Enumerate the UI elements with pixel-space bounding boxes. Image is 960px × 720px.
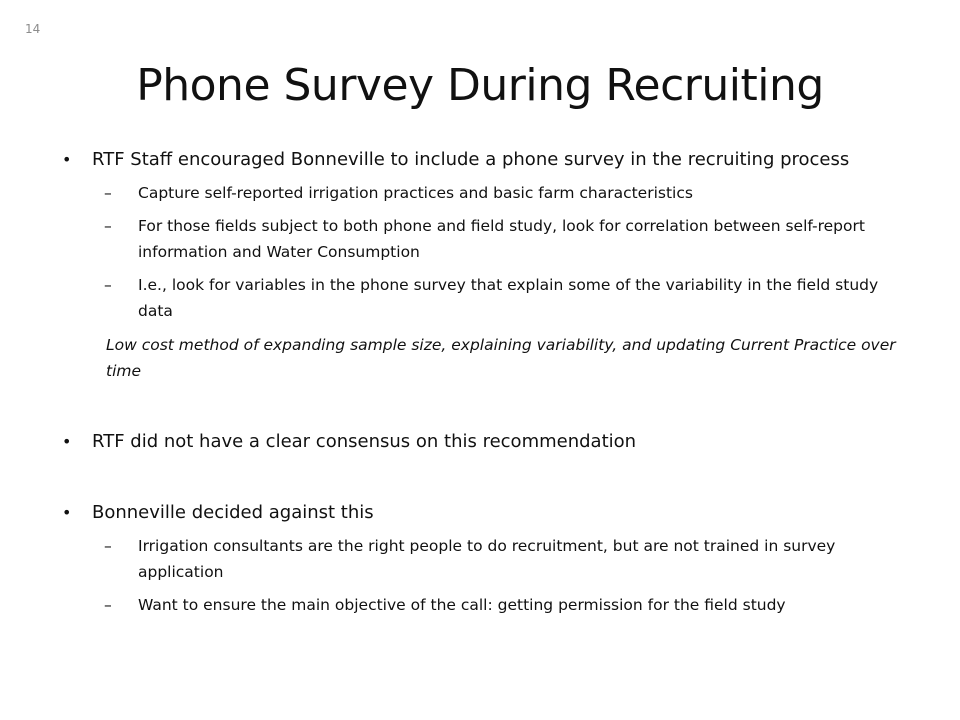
spacer [62, 455, 902, 499]
bullet-icon: • [62, 432, 72, 451]
spacer [62, 384, 902, 428]
italic-note: Low cost method of expanding sample size, explaining variability, and updating Current Practice over time [106, 336, 896, 380]
slide-number: 14 [25, 22, 41, 36]
dash-icon: – [104, 596, 112, 614]
dash-icon: – [104, 217, 112, 235]
bullet-text: RTF Staff encouraged Bonneville to include a phone survey in the recruiting process [92, 149, 850, 170]
sub-bullet-item [62, 213, 902, 265]
dash-icon: – [104, 537, 112, 555]
sub-bullet-text: Irrigation consultants are the right people to do recruitment, but are not trained in survey application [138, 537, 836, 581]
slide-content [62, 146, 902, 618]
bullet-text: RTF did not have a clear consensus on this recommendation [92, 431, 637, 452]
bullet-icon: • [62, 150, 72, 169]
bullet-item-decision [62, 499, 902, 526]
bullet-text: Bonneville decided against this [92, 502, 374, 523]
dash-icon: – [104, 184, 112, 202]
sub-bullet-item [62, 592, 902, 618]
sub-bullet-item [62, 272, 902, 324]
bullet-item-consensus [62, 428, 902, 455]
slide-title: Phone Survey During Recruiting [136, 60, 824, 111]
sub-bullet-text: I.e., look for variables in the phone survey that explain some of the variability in the field study data [138, 276, 879, 320]
sub-bullet-item [62, 533, 902, 585]
sub-bullet-text: For those fields subject to both phone and field study, look for correlation between self-report information and Water Consumption [138, 217, 865, 261]
bullet-icon: • [62, 503, 72, 522]
sub-bullet-text: Want to ensure the main objective of the call: getting permission for the field study [138, 596, 786, 614]
bullet-item-recommendation [62, 146, 902, 173]
sub-bullet-item [62, 180, 902, 206]
dash-icon: – [104, 276, 112, 294]
sub-bullet-text: Capture self-reported irrigation practices and basic farm characteristics [138, 184, 693, 202]
